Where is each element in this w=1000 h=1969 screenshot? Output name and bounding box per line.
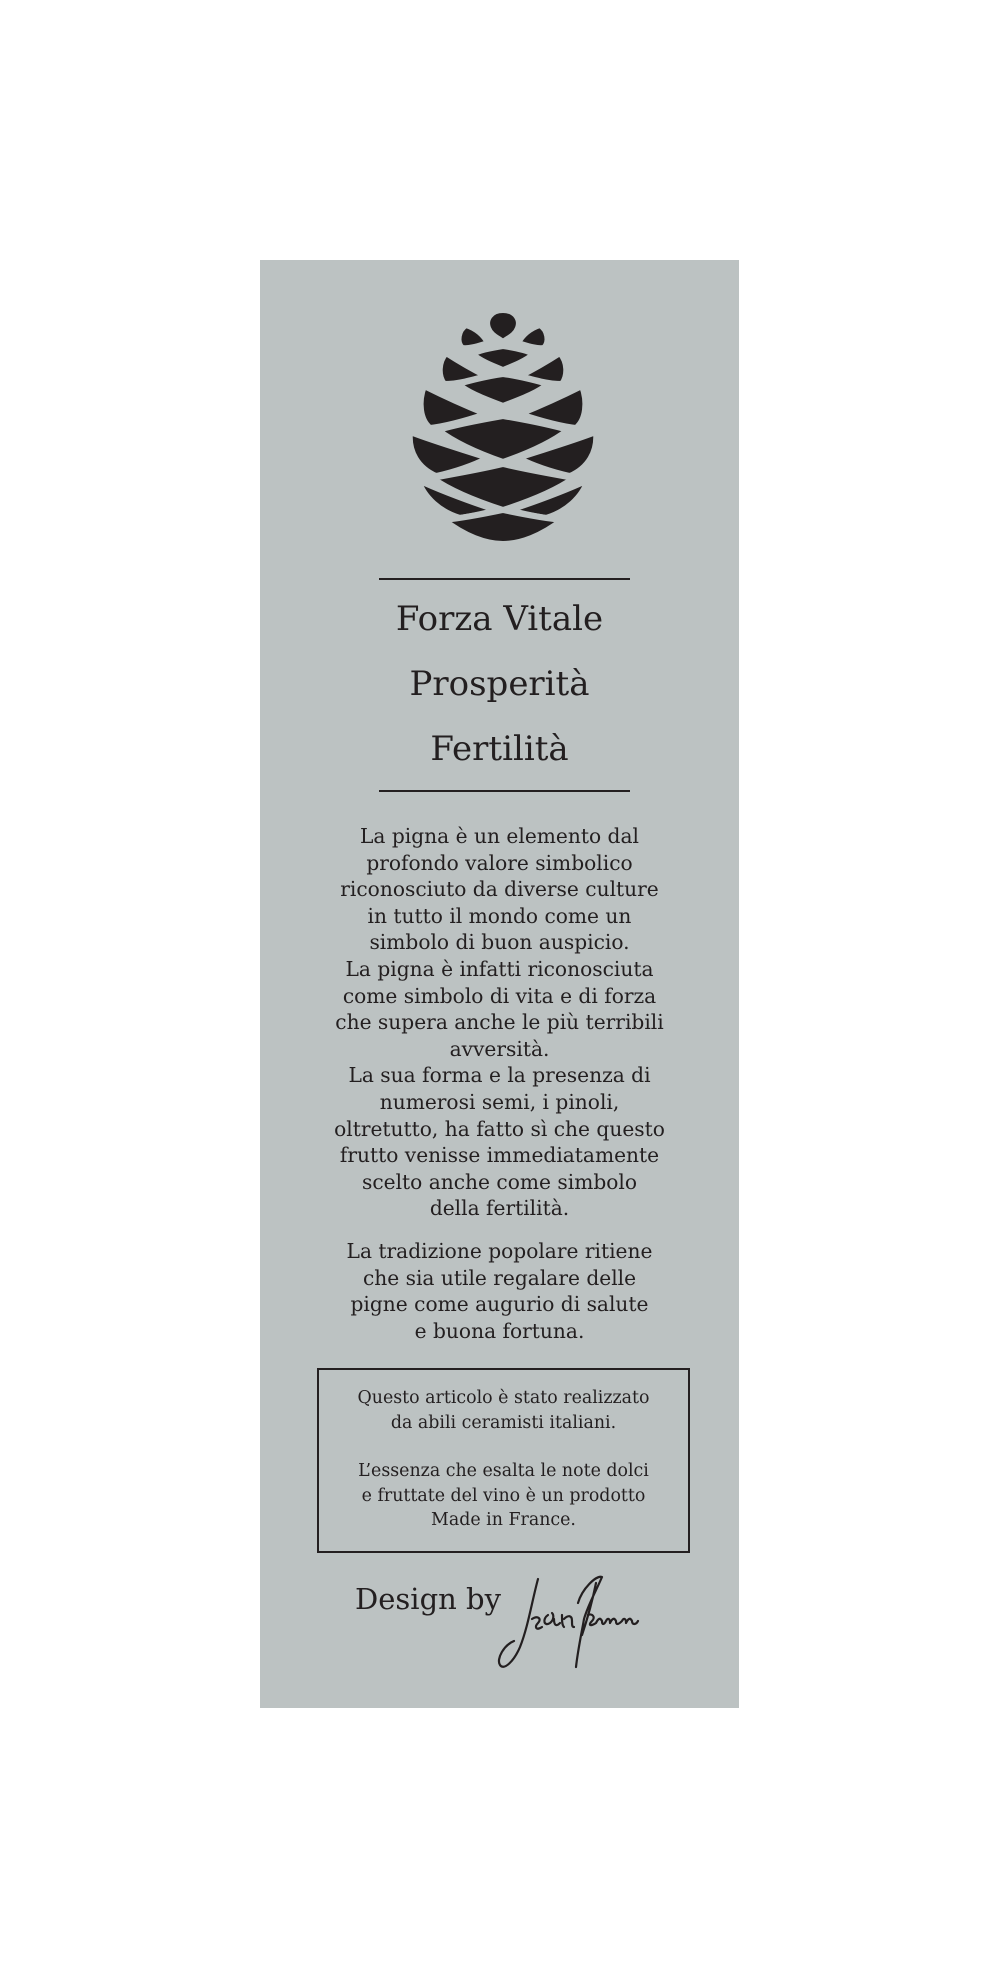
tradition-paragraph [320,1238,679,1344]
text-line: avversità. [449,1036,550,1061]
text-line: frutto venisse immediatamente [339,1143,660,1168]
text-line: scelto anche come simbolo [361,1169,638,1194]
text-line: e buona fortuna. [414,1318,585,1343]
text-line: in tutto il mondo come un [367,903,632,928]
value-item: Forza Vitale [395,599,604,639]
bottom-divider [379,790,630,792]
signature-icon [492,1575,662,1675]
text-line: La pigna è infatti riconosciuta [345,956,654,981]
text-line: Made in France. [431,1510,576,1531]
text-line: pigne come augurio di salute [350,1292,649,1317]
value-item: Fertilità [430,729,569,769]
text-line: simbolo di buon auspicio. [369,930,630,955]
text-line: che supera anche le più terribili [335,1010,664,1035]
made-in-box [317,1368,690,1553]
text-line: oltretutto, ha fatto sì che questo [334,1116,665,1141]
text-line: La tradizione popolare ritiene [346,1239,653,1263]
text-line: come simbolo di vita e di forza [342,983,657,1008]
description-paragraph [320,823,679,1222]
text-line: La pigna è un elemento dal [360,824,639,848]
text-line: La sua forma e la presenza di [348,1063,651,1088]
text-line: numerosi semi, i pinoli, [379,1089,620,1114]
product-label-card [260,260,739,1708]
text-line: e fruttate del vino è un prodotto [361,1485,646,1506]
design-by-label: Design by [355,1582,501,1616]
text-line: della fertilità. [429,1196,570,1221]
text-line: da abili ceramisti italiani. [390,1412,617,1433]
values-list [260,587,739,782]
top-divider [379,578,630,580]
text-line: che sia utile regalare delle [362,1265,637,1290]
text-line: profondo valore simbolico [366,850,633,875]
text-line: riconosciuto da diverse culture [340,877,659,902]
value-item: Prosperità [409,664,590,704]
text-line: L’essenza che esalta le note dolci [358,1461,649,1482]
text-line: Questo articolo è stato realizzato [357,1388,650,1408]
pinecone-icon [408,310,598,552]
